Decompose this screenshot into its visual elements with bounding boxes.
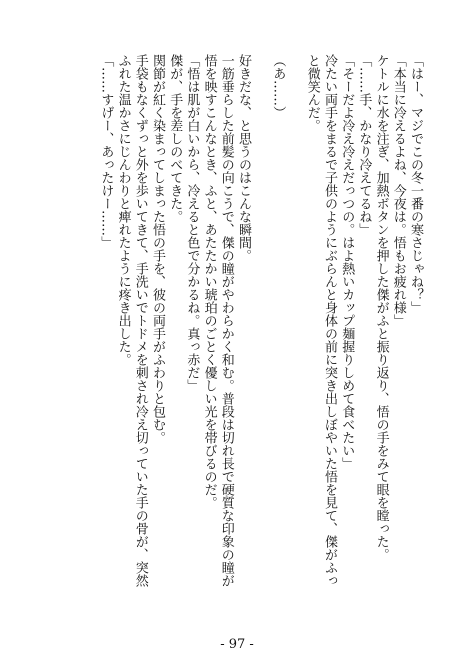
text-line: 一筋垂らした前髪の向こうで、傑の瞳がやわらかく和む。普段は切れ長で硬質な印象の瞳が — [218, 54, 234, 587]
page-number: - 97 - — [220, 637, 254, 652]
text-line: 「はー、マジでこの冬一番の寒さじゃね？」 — [408, 54, 423, 314]
text-line: 「そーだよ冷え冷えだっつの。はよ熱いカップ麺握りしめて食べたい」 — [339, 54, 355, 470]
vertical-text-body — [97, 54, 424, 624]
text-line: 「本当に冷えるよね、今夜は。悟もお疲れ様」 — [390, 54, 406, 327]
text-line: 傑が、手を差しのべてきた。 — [167, 54, 183, 223]
text-line: ケトルに水を注ぎ、加熱ボタンを押した傑がふと振り返り、悟の手をみて眼を瞠った。 — [373, 54, 389, 561]
text-line: 手袋もなくずっと外を歩いてきて、手洗いでトドメを刺され冷え切っていた手の骨が、突然 — [132, 54, 148, 587]
text-line: 「……すげー、あったけー……」 — [98, 54, 114, 249]
text-line: 好きだな、と思うのはこんな瞬間。 — [236, 54, 251, 262]
text-line: 悟を映すこんなとき、ふと、あたたかい琥珀のごとく優しい光を帯びるのだ。 — [201, 54, 217, 509]
text-line: ふれた温かさにじんわりと痺れたように疼き出した。 — [115, 54, 131, 366]
blank-line — [286, 54, 303, 624]
text-line: 関節が紅く染まってしまった悟の手を、彼の両手がふわりと包む。 — [149, 54, 165, 444]
text-line: 「悟は肌が白いから、冷えると色で分かるね。真っ赤だ」 — [184, 54, 200, 392]
text-line: 冷たい両手をまるで子供のようにぶらんと身体の前に突き出しぼやいた悟を見て、傑がふっ — [321, 54, 337, 587]
blank-line — [252, 54, 269, 624]
text-line: （あ……） — [270, 54, 286, 119]
text-line: と微笑んだ。 — [304, 54, 320, 132]
text-line: 「……手、かなり冷えてるね」 — [356, 54, 372, 236]
